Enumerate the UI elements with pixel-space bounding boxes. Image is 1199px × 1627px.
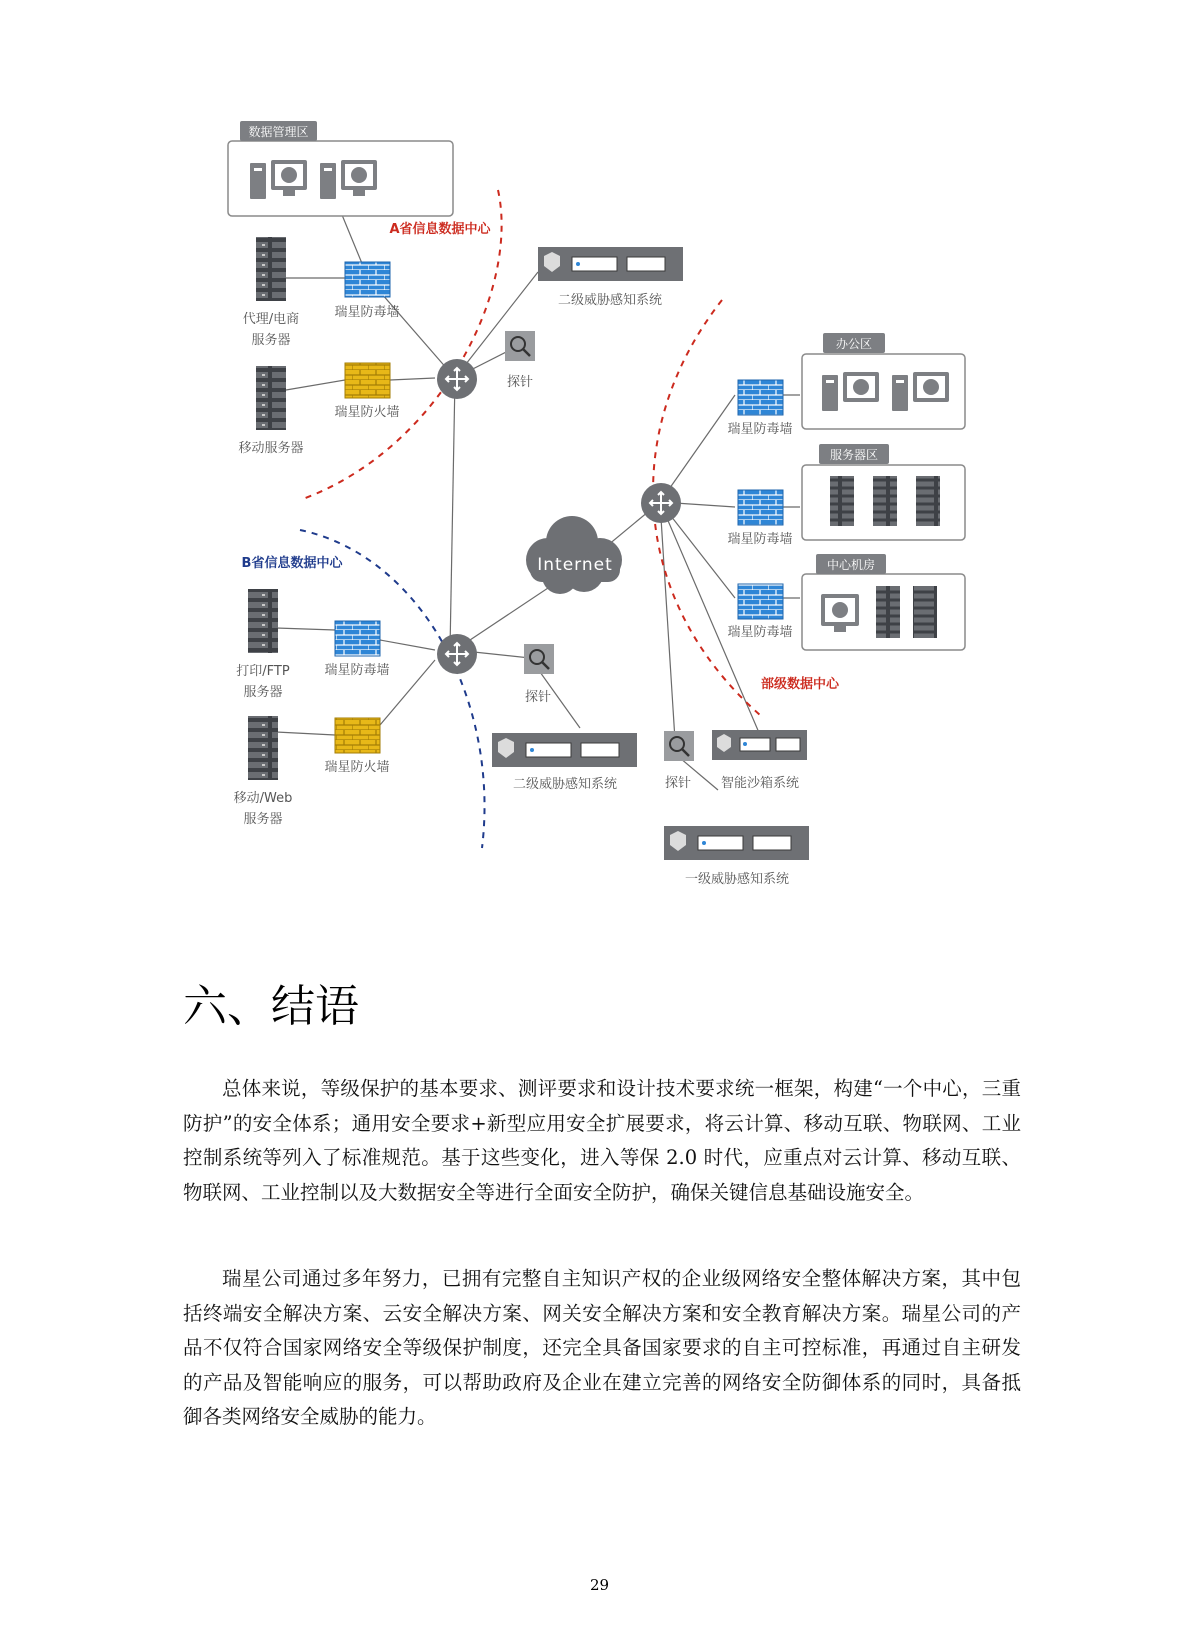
- zone-tag-data-management: 数据管理区: [248, 125, 309, 139]
- label-mobile-server: 移动服务器: [238, 441, 304, 456]
- label-antivirus-b: 瑞星防毒墙: [324, 663, 390, 678]
- server-rack-icon: [916, 476, 940, 526]
- label-sandbox: 智能沙箱系统: [720, 776, 800, 791]
- label-print-server-line2: 服务器: [243, 685, 283, 700]
- data-management-zone: [228, 121, 453, 216]
- router-icon: [641, 483, 681, 523]
- threat-appliance-icon: [664, 826, 809, 860]
- server-rack-icon: [913, 586, 937, 638]
- label-threat-l1: 一级威胁感知系统: [684, 872, 790, 887]
- label-print-server-line1: 打印/FTP: [236, 664, 290, 679]
- label-proxy-server-line1: 代理/电商: [242, 312, 300, 327]
- label-probe-a: 探针: [506, 375, 534, 390]
- label-firewall-b: 瑞星防火墙: [324, 760, 390, 775]
- firewall-icon: [335, 718, 380, 753]
- label-antivirus-m1: 瑞星防毒墙: [727, 422, 793, 437]
- internet-label: Internet: [537, 555, 613, 575]
- zone-label-ministry: 部级数据中心: [760, 677, 840, 692]
- label-antivirus-m3: 瑞星防毒墙: [727, 625, 793, 640]
- label-antivirus-m2: 瑞星防毒墙: [727, 532, 793, 547]
- zone-label-province-a: A省信息数据中心: [389, 222, 491, 237]
- server-rack-icon: [248, 589, 278, 653]
- antivirus-wall-icon: [738, 584, 783, 619]
- paragraph-2: 瑞星公司通过多年努力，已拥有完整自主知识产权的企业级网络安全整体解决方案，其中包括终端安全解决方案、云安全解决方案、网关安全解决方案和安全教育解决方案。瑞星公司的产品不仅符合国家网络安全等级保护制度，还完全具备国家要求的自主可控标准，再通过自主研发的产品及智能响应的服务，可以帮助政府及企业在建立完善的网络安全防御体系的同时，具备抵御各类网络安全威胁的能力。: [183, 1267, 1021, 1428]
- zone-tag-center-room: 中心机房: [826, 558, 876, 572]
- server-zone: [802, 444, 965, 540]
- sandbox-appliance-icon: [712, 730, 807, 760]
- label-threat-l2-b: 二级威胁感知系统: [512, 777, 618, 792]
- antivirus-wall-icon: [335, 621, 380, 656]
- antivirus-wall-icon: [345, 262, 390, 297]
- label-proxy-server-line2: 服务器: [251, 333, 291, 348]
- antivirus-wall-icon: [738, 380, 783, 415]
- label-threat-l2-a: 二级威胁感知系统: [557, 293, 663, 308]
- label-probe-m: 探针: [664, 776, 692, 791]
- label-web-server-line2: 服务器: [243, 812, 283, 827]
- threat-appliance-icon: [538, 247, 683, 281]
- label-web-server-line1: 移动/Web: [233, 791, 293, 806]
- center-room-zone: [802, 554, 965, 650]
- zone-label-province-b: B省信息数据中心: [241, 556, 343, 571]
- label-probe-b: 探针: [524, 690, 552, 705]
- probe-icon: [664, 731, 694, 761]
- page-number: 29: [589, 1576, 610, 1594]
- label-antivirus-a: 瑞星防毒墙: [334, 305, 400, 320]
- firewall-icon: [345, 363, 390, 398]
- office-zone: [802, 333, 965, 429]
- label-firewall-a: 瑞星防火墙: [334, 405, 400, 420]
- server-rack-icon: [876, 586, 900, 638]
- probe-icon: [505, 331, 535, 361]
- server-rack-icon: [256, 237, 286, 301]
- province-b-boundary: [300, 530, 485, 848]
- zone-tag-server-area: 服务器区: [829, 448, 879, 462]
- section-heading: 六、结语: [183, 981, 359, 1032]
- router-icon: [437, 634, 477, 674]
- threat-appliance-icon: [492, 733, 637, 767]
- server-rack-icon: [830, 476, 854, 526]
- router-icon: [437, 359, 477, 399]
- server-rack-icon: [873, 476, 897, 526]
- zone-tag-office: 办公区: [835, 337, 873, 351]
- server-rack-icon: [256, 366, 286, 430]
- server-rack-icon: [248, 716, 278, 780]
- paragraph-1: 总体来说，等级保护的基本要求、测评要求和设计技术要求统一框架，构建“一个中心，三重防护”的安全体系；通用安全要求+新型应用安全扩展要求，将云计算、移动互联、物联网、工业控制系统等列入了标准规范。基于这些变化，进入等保 2.0 时代，应重点对云计算、移动互联、物联网、工业控制以及大数据安全等进行全面安全防护，确保关键信息基础设施安全。: [183, 1077, 1021, 1204]
- probe-icon: [524, 644, 554, 674]
- antivirus-wall-icon: [738, 490, 783, 525]
